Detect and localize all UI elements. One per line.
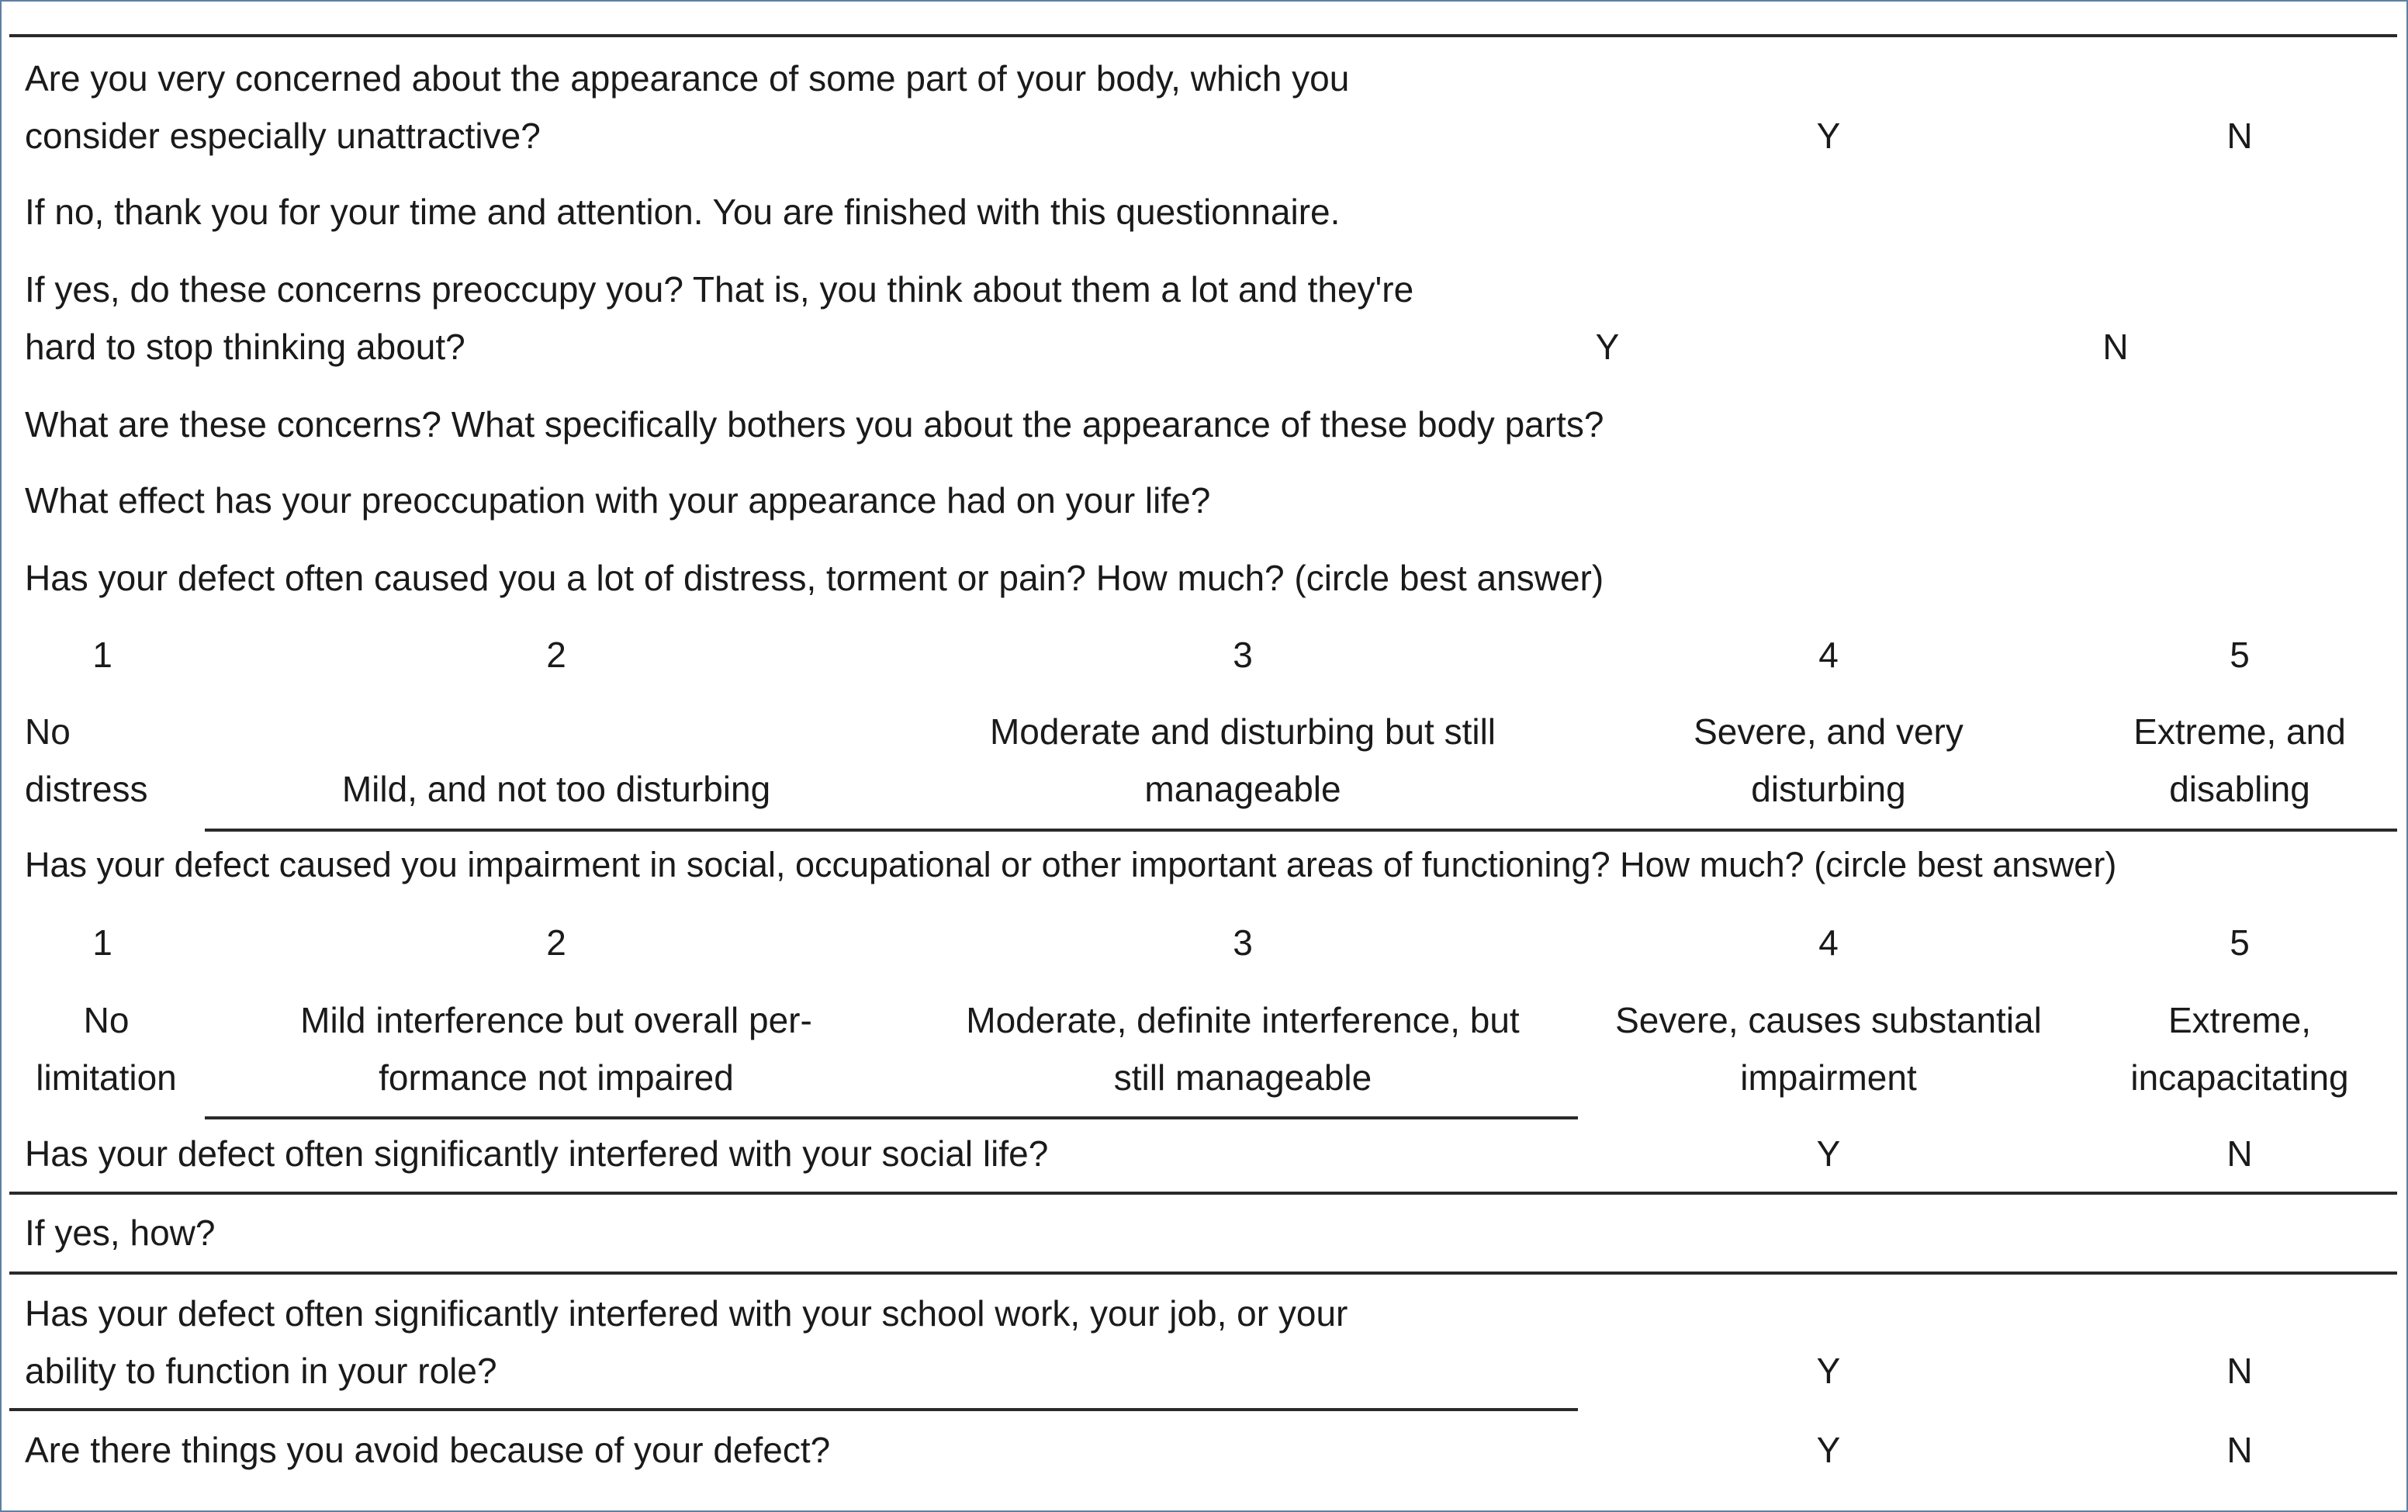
q8-text-line1: Has your defect often significantly interfered with your school work, your job, or your [25,1293,1348,1334]
q6-scale-1-number[interactable]: 1 [92,922,112,963]
q5-scale-4-label-line1: Severe, and very [1694,711,1963,752]
q7-no-option[interactable]: N [2226,1133,2253,1174]
q9-no-option[interactable]: N [2226,1430,2253,1470]
q6-prompt: Has your defect caused you impairment in social, occupational or other important areas of functioning? How much? (circle best answer) [25,845,2117,884]
q3-text: What are these concerns? What specifically bothers you about the appearance of these body parts? [25,404,1604,445]
q6-scale-3-label-line1: Moderate, definite interference, but [966,1000,1520,1040]
q6-scale-4-number[interactable]: 4 [1818,922,1839,963]
q5-scale-5-label-line1: Extreme, and [2133,711,2346,752]
q6-scale-3-label-line2: still manageable [1113,1057,1372,1098]
q6-scale-1-label-line2: limitation [36,1057,177,1098]
q6-scale-5-label-line1: Extreme, [2168,1000,2312,1040]
q1-text-line1: Are you very concerned about the appearance of some part of your body, which you [25,58,1350,99]
q6-scale-4-label-line2: impairment [1740,1057,1917,1098]
q1-no-message: If no, thank you for your time and attention. You are finished with this questionnaire. [25,192,1341,232]
q5-scale-1-label-line2: distress [25,769,148,809]
q9-text: Are there things you avoid because of your defect? [25,1430,831,1470]
q2-text-line1: If yes, do these concerns preoccupy you? That is, you think about them a lot and they're [25,269,1414,310]
q6-scale-2-label-line2: formance not impaired [379,1057,734,1098]
q8-rule [9,1408,1578,1411]
q7-yes-option[interactable]: Y [1816,1133,1841,1174]
q5-scale-2-label: Mild, and not too disturbing [341,769,771,809]
q7-rule [9,1192,2397,1195]
q9-yes-option[interactable]: Y [1816,1430,1841,1470]
q5-scale-5-number[interactable]: 5 [2230,635,2250,675]
q6-scale-rule [205,1116,1578,1119]
q6-scale-1-label-line1: No [83,1000,130,1040]
q2-no-option[interactable]: N [2102,327,2129,367]
q5-scale-3-number[interactable]: 3 [1233,635,1253,675]
q8-no-option[interactable]: N [2226,1351,2253,1391]
q6-scale-4-label-line1: Severe, causes substantial [1615,1000,2042,1040]
q5-prompt: Has your defect often caused you a lot of distress, torment or pain? How much? (circle best answer) [25,558,1604,598]
q5-scale-2-number[interactable]: 2 [546,635,566,675]
q7-text: Has your defect often significantly interfered with your social life? [25,1133,1049,1174]
q7-followup-text: If yes, how? [25,1213,216,1253]
q5-scale-rule [205,829,2397,832]
q8-text-line2: ability to function in your role? [25,1351,497,1391]
q5-scale-4-label-line2: disturbing [1751,769,1906,809]
q5-scale-4-number[interactable]: 4 [1818,635,1839,675]
q5-scale-1-number[interactable]: 1 [92,635,112,675]
q5-scale-3-label-line1: Moderate and disturbing but still [989,711,1496,752]
q8-yes-option[interactable]: Y [1816,1351,1841,1391]
q6-scale-3-number[interactable]: 3 [1233,922,1253,963]
q5-scale-3-label-line2: manageable [1144,769,1341,809]
q4-text: What effect has your preoccupation with your appearance had on your life? [25,480,1211,521]
q6-scale-5-label-line2: incapacitating [2130,1057,2349,1098]
q6-scale-5-number[interactable]: 5 [2230,922,2250,963]
q1-no-option[interactable]: N [2226,116,2253,156]
q1-yes-option[interactable]: Y [1816,116,1841,156]
q6-scale-2-number[interactable]: 2 [546,922,566,963]
q2-yes-option[interactable]: Y [1595,327,1620,367]
q1-text-line2: consider especially unattractive? [25,116,541,156]
top-rule [9,34,2397,37]
q6-scale-2-label-line1: Mild interference but overall per- [300,1000,812,1040]
q2-text-line2: hard to stop thinking about? [25,327,465,367]
q5-scale-1-label-line1: No [25,711,71,752]
q5-scale-5-label-line2: disabling [2169,769,2310,809]
q7-followup-rule [9,1272,2397,1275]
